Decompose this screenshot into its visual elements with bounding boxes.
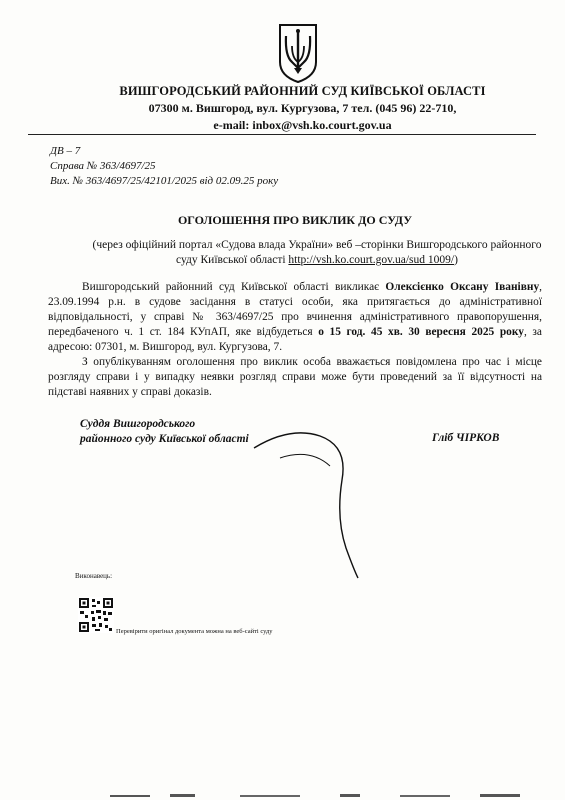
court-website-link[interactable]: http://vsh.ko.court.gov.ua/sud 1009/ bbox=[288, 254, 455, 266]
hearing-datetime: о 15 год. 45 хв. 30 вересня 2025 року bbox=[318, 326, 524, 338]
form-code: ДВ – 7 bbox=[50, 145, 81, 157]
case-number: Справа № 363/4697/25 bbox=[50, 160, 156, 172]
judge-position-line1: Суддя Вишгородського bbox=[80, 418, 196, 430]
judge-position bbox=[80, 417, 249, 447]
qr-code-icon bbox=[78, 597, 114, 633]
body-text-span: Вишгородський районний суд Київської області викликає bbox=[82, 281, 386, 293]
court-email: e-mail: inbox@vsh.ko.court.gov.ua bbox=[213, 118, 392, 132]
handwritten-signature bbox=[250, 418, 380, 583]
summons-paragraph-2: З опублікуванням оголошення про виклик особа вважається повідомлена про час і місце розгляду справи і у випадку неявки розгляд справи може бути проведений за її відсутності на підставі наявних у справі доказів. bbox=[48, 356, 542, 398]
publication-note-text: (через офіційний портал «Судова влада України» веб –сторінки Вишгородського районного суду Київської області bbox=[92, 239, 542, 266]
court-name: ВИШГОРОДСЬКИЙ РАЙОННИЙ СУД КИЇВСЬКОЇ ОБЛАСТІ bbox=[119, 84, 486, 98]
summoned-person-name: Олексієнко Оксану Іванівну bbox=[385, 281, 540, 293]
judge-position-line2: районного суду Київської області bbox=[80, 433, 249, 445]
document-title: ОГОЛОШЕННЯ ПРО ВИКЛИК ДО СУДУ bbox=[177, 213, 413, 227]
body-text-span: , за адресою: 07301, м. Вишгород, вул. Кургузова, 7. bbox=[48, 326, 542, 353]
scan-edge-marks bbox=[100, 792, 550, 798]
outgoing-number: Вих. № 363/4697/25/42101/2025 від 02.09.25 року bbox=[50, 175, 279, 187]
publication-note-close: ) bbox=[454, 254, 458, 266]
judge-name: Гліб ЧІРКОВ bbox=[432, 432, 500, 444]
court-address: 07300 м. Вишгород, вул. Кургузова, 7 тел. (045 96) 22-710, bbox=[148, 101, 457, 115]
header-divider bbox=[28, 134, 536, 135]
qr-verification-note: Перевірити оригінал документа можна на веб-сайті суду bbox=[116, 628, 273, 635]
publication-note bbox=[84, 238, 550, 268]
executor-label: Виконавець: bbox=[75, 572, 113, 580]
summons-body bbox=[48, 280, 542, 400]
summons-paragraph-1 bbox=[48, 280, 542, 355]
trident-coat-of-arms-icon bbox=[276, 22, 320, 84]
body-text-span: , 23.09.1994 р.н. в судове засідання в статусі особи, яка притягається до адміністративної відповідальності, у справі № 363/4697/25 про вчинення адміністративного правопорушення, передбаченого ч. 1 ст. 184 КУпАП, яке відбудеться bbox=[48, 281, 542, 338]
